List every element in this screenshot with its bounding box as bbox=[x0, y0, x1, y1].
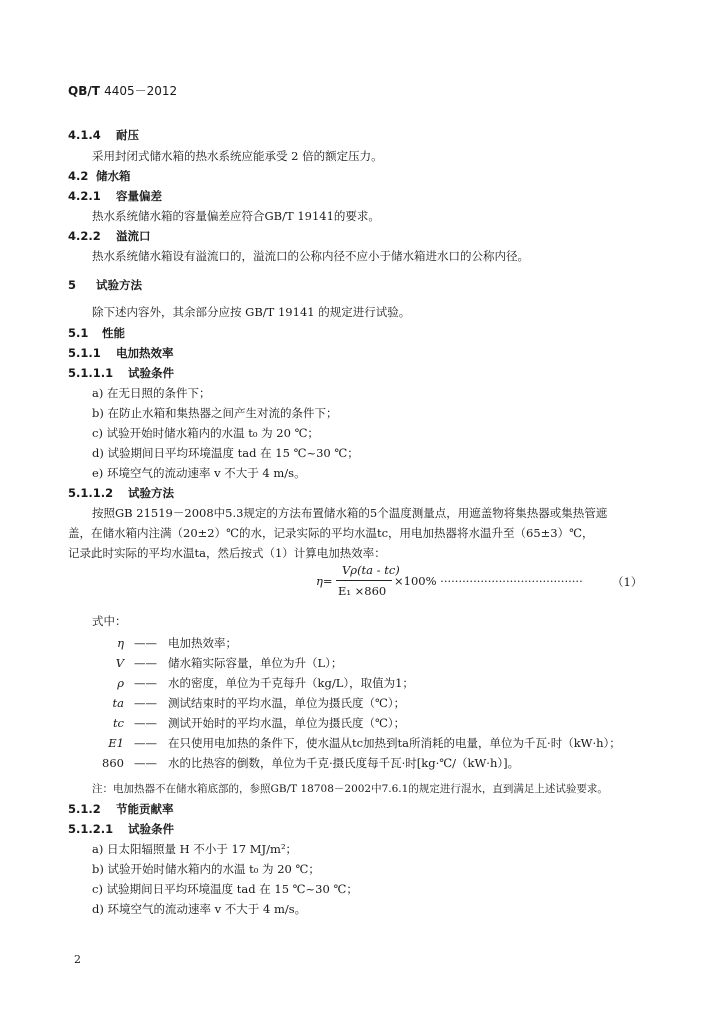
fraction-bar bbox=[336, 580, 392, 581]
heading-5-1-1-1: 5.1.1.1 试验条件 bbox=[68, 366, 174, 380]
symbol-ta: ta bbox=[112, 696, 124, 710]
symbol-e1: E1 bbox=[108, 736, 124, 750]
dash: —— bbox=[134, 756, 157, 770]
para-4-1-4: 采用封闭式储水箱的热水系统应能承受 2 倍的额定压力。 bbox=[92, 149, 383, 163]
dash: —— bbox=[134, 696, 157, 710]
where-text: 测试开始时的平均水温，单位为摄氏度（℃）； bbox=[168, 716, 406, 730]
where-text: 测试结束时的平均水温，单位为摄氏度（℃）； bbox=[168, 696, 406, 710]
dash: —— bbox=[134, 656, 157, 670]
equation-number: （1） bbox=[612, 575, 643, 589]
list-item: b) 在防止水箱和集热器之间产生对流的条件下； bbox=[92, 406, 338, 420]
formula-lhs: η= bbox=[316, 574, 333, 588]
symbol-860: 860 bbox=[102, 756, 124, 770]
list-item: d) 环境空气的流动速率 v 不大于 4 m/s。 bbox=[92, 902, 307, 916]
page-number: 2 bbox=[74, 953, 81, 966]
para-5-1-1-2-line2: 盖，在储水箱内注满（20±2）℃的水，记录实际的平均水温tc，用电加热器将水温升至（65±3）℃， bbox=[68, 526, 594, 540]
dash: —— bbox=[134, 736, 157, 750]
dash: —— bbox=[134, 676, 157, 690]
heading-5-1-2-1: 5.1.2.1 试验条件 bbox=[68, 822, 174, 836]
dash: —— bbox=[134, 716, 157, 730]
heading-5-1-1: 5.1.1 电加热效率 bbox=[68, 346, 174, 360]
list-item: c) 试验期间日平均环境温度 tad 在 15 ℃~30 ℃； bbox=[92, 882, 358, 896]
list-item: b) 试验开始时储水箱内的水温 t₀ 为 20 ℃； bbox=[92, 862, 320, 876]
page-header bbox=[68, 84, 177, 99]
heading-4-2: 4.2 储水箱 bbox=[68, 169, 131, 183]
where-text: 在只使用电加热的条件下，使水温从tc加热到ta所消耗的电量，单位为千瓦·时（kW·h）； bbox=[168, 736, 621, 750]
list-item: d) 试验期间日平均环境温度 tad 在 15 ℃~30 ℃； bbox=[92, 446, 359, 460]
formula-numerator: Vρ(ta - tc) bbox=[342, 563, 400, 577]
heading-4-2-2: 4.2.2 溢流口 bbox=[68, 229, 151, 243]
where-text: 储水箱实际容量，单位为升（L）； bbox=[168, 656, 343, 670]
heading-5-1: 5.1 性能 bbox=[68, 326, 125, 340]
where-text: 电加热效率； bbox=[168, 636, 237, 650]
para-5-1-1-2-line1: 按照GB 21519－2008中5.3规定的方法布置储水箱的5个温度测量点，用遮盖物将集热器或集热管遮 bbox=[92, 506, 608, 520]
list-item: a) 在无日照的条件下； bbox=[92, 386, 211, 400]
symbol-v: V bbox=[115, 656, 124, 670]
list-item: e) 环境空气的流动速率 v 不大于 4 m/s。 bbox=[92, 466, 306, 480]
heading-5: 5 试验方法 bbox=[68, 278, 142, 292]
para-5-1-1-2-line3: 记录此时实际的平均水温ta，然后按式（1）计算电加热效率： bbox=[68, 546, 386, 560]
list-item: a) 日太阳辐照量 H 不小于 17 MJ/m²； bbox=[92, 842, 298, 856]
note: 注：电加热器不在储水箱底部的，参照GB/T 18708－2002中7.6.1的规定进行混水，直到满足上述试验要求。 bbox=[92, 783, 608, 795]
where-label: 式中： bbox=[92, 614, 127, 628]
heading-5-1-1-2: 5.1.1.2 试验方法 bbox=[68, 486, 174, 500]
para-4-2-1: 热水系统储水箱的容量偏差应符合GB/T 19141的要求。 bbox=[92, 209, 380, 223]
symbol-rho: ρ bbox=[117, 676, 124, 690]
heading-4-1-4: 4.1.4 耐压 bbox=[68, 128, 139, 142]
symbol-eta: η bbox=[117, 636, 124, 650]
dash: —— bbox=[134, 636, 157, 650]
heading-4-2-1: 4.2.1 容量偏差 bbox=[68, 189, 162, 203]
where-text: 水的比热容的倒数，单位为千克·摄氏度每千瓦·时[kg·℃/（kW·h）]。 bbox=[168, 756, 520, 770]
std-number: 4405－2012 bbox=[104, 84, 178, 98]
para-5: 除下述内容外，其余部分应按 GB/T 19141 的规定进行试验。 bbox=[92, 305, 411, 319]
list-item: c) 试验开始时储水箱内的水温 t₀ 为 20 ℃； bbox=[92, 426, 319, 440]
para-4-2-2: 热水系统储水箱设有溢流口的，溢流口的公称内径不应小于储水箱进水口的公称内径。 bbox=[92, 249, 529, 263]
formula-tail: ×100% ······································· bbox=[394, 574, 583, 588]
formula-denominator: E₁ ×860 bbox=[338, 584, 387, 598]
heading-5-1-2: 5.1.2 节能贡献率 bbox=[68, 802, 174, 816]
std-code: QB/T bbox=[68, 84, 100, 98]
where-text: 水的密度，单位为千克每升（kg/L），取值为1； bbox=[168, 676, 414, 690]
symbol-tc: tc bbox=[112, 716, 124, 730]
